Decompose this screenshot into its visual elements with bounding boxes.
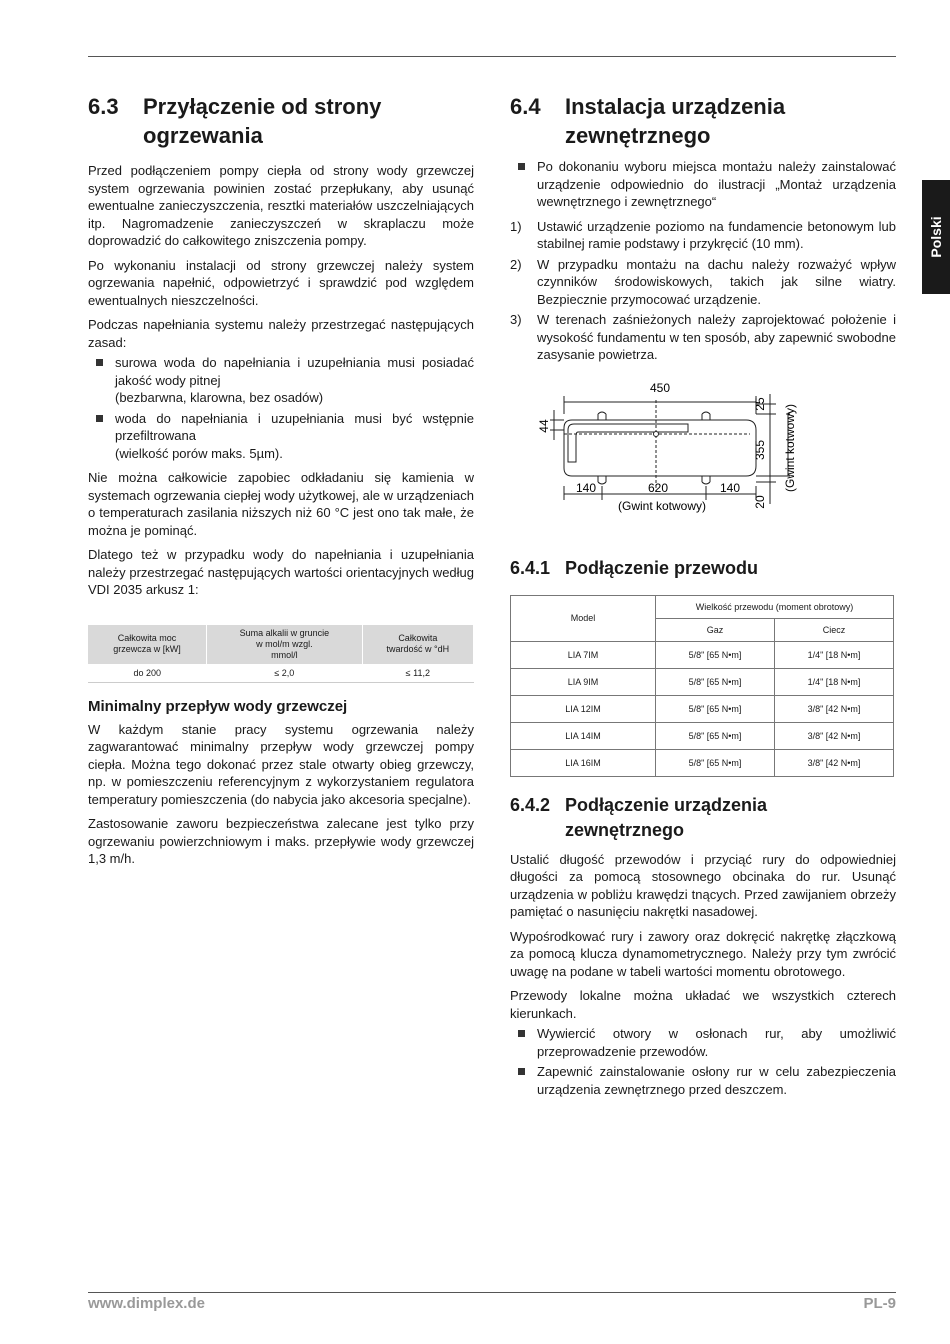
table-header: Całkowita moc grzewcza w [kW] xyxy=(88,625,207,664)
right-column xyxy=(510,92,896,1105)
list-item: Wywiercić otwory w osłonach rur, aby umożliwić przeprowadzenie przewodów. xyxy=(510,1025,896,1060)
dimension-label: 140 xyxy=(719,480,741,495)
section-heading-6-4-2 xyxy=(510,793,896,843)
table-header: Ciecz xyxy=(775,618,894,641)
section-title: Przyłączenie od strony ogrzewania xyxy=(143,94,382,148)
section-title: Podłączenie urządzenia zewnętrznego xyxy=(565,794,768,840)
table-cell: LIA 7IM xyxy=(511,641,656,668)
list-item: 2) W przypadku montażu na dachu należy rozważyć wpływ czynników środowiskowych, takich jak silne wiatry. Bezpiecznie przymocować urządzenie. xyxy=(510,256,896,307)
dimension-label: (Gwint kotwowy) xyxy=(783,403,797,492)
table-header-row xyxy=(511,595,894,618)
table-header: Model xyxy=(511,595,656,641)
paragraph: Nie można całkowicie zapobiec odkładaniu się kamienia w systemach ogrzewania ciepłej wody użytkowej, ale w urządzeniach o temperaturach zasilania niższych niż 60 °C jest ono tak małe, że można je pominąć. xyxy=(88,470,474,538)
table-row xyxy=(88,664,474,683)
bullet-list xyxy=(88,354,474,462)
paragraph: Podczas napełniania systemu należy przestrzegać następujących zasad: xyxy=(88,317,474,350)
table-cell: 5/8" [65 N•m] xyxy=(656,749,775,776)
bottom-rule xyxy=(88,1292,896,1293)
paragraph: Dlatego też w przypadku wody do napełniania i uzupełniania należy przestrzegać następujących wartości orientacyjnych według VDI 2035 arkusz 1: xyxy=(88,547,474,597)
section-title: Instalacja urządzenia zewnętrznego xyxy=(565,94,786,148)
table-cell: do 200 xyxy=(88,664,207,683)
paragraph: Zastosowanie zaworu bezpieczeństwa zalecane jest tylko przy ogrzewaniu powierzchniowym i maks. przepływie wody grzewczej 1,3 m/h. xyxy=(88,816,474,866)
table-header: Gaz xyxy=(656,618,775,641)
table-row xyxy=(511,641,894,668)
dimension-label: 140 xyxy=(575,480,597,495)
table-cell: 5/8" [65 N•m] xyxy=(656,641,775,668)
table-row xyxy=(511,749,894,776)
dimension-label: 25 xyxy=(753,396,767,411)
dimension-label: (Gwint kotwowy) xyxy=(617,498,707,513)
dimension-label: 44 xyxy=(537,418,551,433)
table-cell: 5/8" [65 N•m] xyxy=(656,668,775,695)
section-heading-6-4 xyxy=(510,92,896,150)
footer-page-number: PL-9 xyxy=(863,1295,896,1312)
footer-website: www.dimplex.de xyxy=(88,1295,205,1312)
list-item: 1) Ustawić urządzenie poziomo na fundamencie betonowym lub stabilnej ramie podstawy i przykręcić (10 mm). xyxy=(510,218,896,251)
table-row xyxy=(511,695,894,722)
section-title: Podłączenie przewodu xyxy=(565,557,759,578)
table-header: Suma alkalii w gruncie w mol/m wzgl. mmol/l xyxy=(207,625,363,664)
table-cell: LIA 9IM xyxy=(511,668,656,695)
table-cell: 5/8" [65 N•m] xyxy=(656,695,775,722)
paragraph: Wypośrodkować rury i zawory oraz dokręcić nakrętkę złączkową za pomocą klucza dynamometrycznego. Należy przy tym zwrócić uwagę na podane w tabeli wartości momentu obrotowego. xyxy=(510,928,896,979)
paragraph: Ustalić długość przewodów i przyciąć rury do odpowiedniej długości za pomocą stosownego obcinaka do rur. Usunąć urządzenia w pobliżu krawędzi tnących. Przed zawijaniem obrzeży pamiętać o nasunięciu nakrętki nasadowej. xyxy=(510,851,896,919)
dimension-label: 20 xyxy=(753,494,767,509)
table-cell: 1/4" [18 N•m] xyxy=(775,641,894,668)
paragraph: Przed podłączeniem pompy ciepła od strony wody grzewczej system ogrzewania powinien zostać przepłukany, aby usunąć ewentualne zanieczyszczenia, resztki materiałów uszczelniających itp. Nagromadzenie zanieczyszczeń w skraplaczu może doprowadzić do całkowitego zniszczenia pompy. xyxy=(88,163,474,248)
table-cell: LIA 16IM xyxy=(511,749,656,776)
table-cell: LIA 14IM xyxy=(511,722,656,749)
section-heading-6-4-1 xyxy=(510,556,896,581)
left-column xyxy=(88,92,474,875)
table-cell: 3/8" [42 N•m] xyxy=(775,695,894,722)
section-number: 6.4.2 xyxy=(510,794,551,815)
table-cell: ≤ 11,2 xyxy=(362,664,473,683)
list-item: woda do napełniania i uzupełniania musi być wstępnie przefiltrowana (wielkość porów maks. 5µm). xyxy=(88,410,474,463)
dimension-label: 450 xyxy=(649,380,671,395)
top-rule xyxy=(88,56,896,57)
table-row xyxy=(511,722,894,749)
list-item: 3) W terenach zaśnieżonych należy zaprojektować położenie i wysokość fundamentu w ten sposób, aby zapewnić swobodne zasysanie powietrza. xyxy=(510,312,896,362)
table-header-row xyxy=(88,625,474,664)
table-cell: 5/8" [65 N•m] xyxy=(656,722,775,749)
dimension-label: 355 xyxy=(753,439,767,460)
paragraph: W każdym stanie pracy systemu ogrzewania należy zagwarantować minimalny przepływ wody grzewczej pompy ciepła. Można tego dokonać przez stale otwarty obieg grzewczy, np. w pomieszczeniu referencyjnym z wykorzystaniem regulatora temperatury pomieszczenia (do nabycia jako akcesoria specjalne). xyxy=(88,721,474,807)
paragraph: Przewody lokalne można układać we wszystkich czterech kierunkach. xyxy=(510,988,896,1021)
language-tab xyxy=(922,180,950,294)
mounting-diagram xyxy=(510,374,896,544)
section-number: 6.4 xyxy=(510,94,541,119)
table-header: Całkowita twardość w °dH xyxy=(362,625,473,664)
language-tab-label: Polski xyxy=(928,216,944,258)
section-number: 6.4.1 xyxy=(510,557,551,578)
section-number: 6.3 xyxy=(88,94,119,119)
list-item: Po dokonaniu wyboru miejsca montażu należy zainstalować urządzenie odpowiednio do ilustracji „Montaż urządzenia wewnętrznego i zewnętrznego“ xyxy=(510,158,896,211)
table-cell: LIA 12IM xyxy=(511,695,656,722)
table-cell: 3/8" [42 N•m] xyxy=(775,722,894,749)
table-header: Wielkość przewodu (moment obrotowy) xyxy=(656,595,894,618)
dimension-label: 620 xyxy=(647,480,669,495)
table-row xyxy=(511,668,894,695)
table-cell: ≤ 2,0 xyxy=(207,664,363,683)
paragraph: Po wykonaniu instalacji od strony grzewczej należy system ogrzewania napełnić, odpowietrzyć i sprawdzić pod względem ewentualnych nieszczelności. xyxy=(88,257,474,308)
table-cell: 1/4" [18 N•m] xyxy=(775,668,894,695)
pipe-size-table xyxy=(510,595,894,777)
table-cell: 3/8" [42 N•m] xyxy=(775,749,894,776)
section-heading-6-3 xyxy=(88,92,474,150)
water-quality-table xyxy=(88,625,474,683)
bullet-list xyxy=(510,158,896,211)
bullet-list xyxy=(510,1025,896,1098)
list-item: Zapewnić zainstalowanie osłony rur w celu zabezpieczenia urządzenia zewnętrznego przed deszczem. xyxy=(510,1063,896,1098)
list-item: surowa woda do napełniania i uzupełniania musi posiadać jakość wody pitnej (bezbarwna, klarowna, bez osadów) xyxy=(88,354,474,407)
numbered-list xyxy=(510,218,896,364)
subheading: Minimalny przepływ wody grzewczej xyxy=(88,697,348,715)
